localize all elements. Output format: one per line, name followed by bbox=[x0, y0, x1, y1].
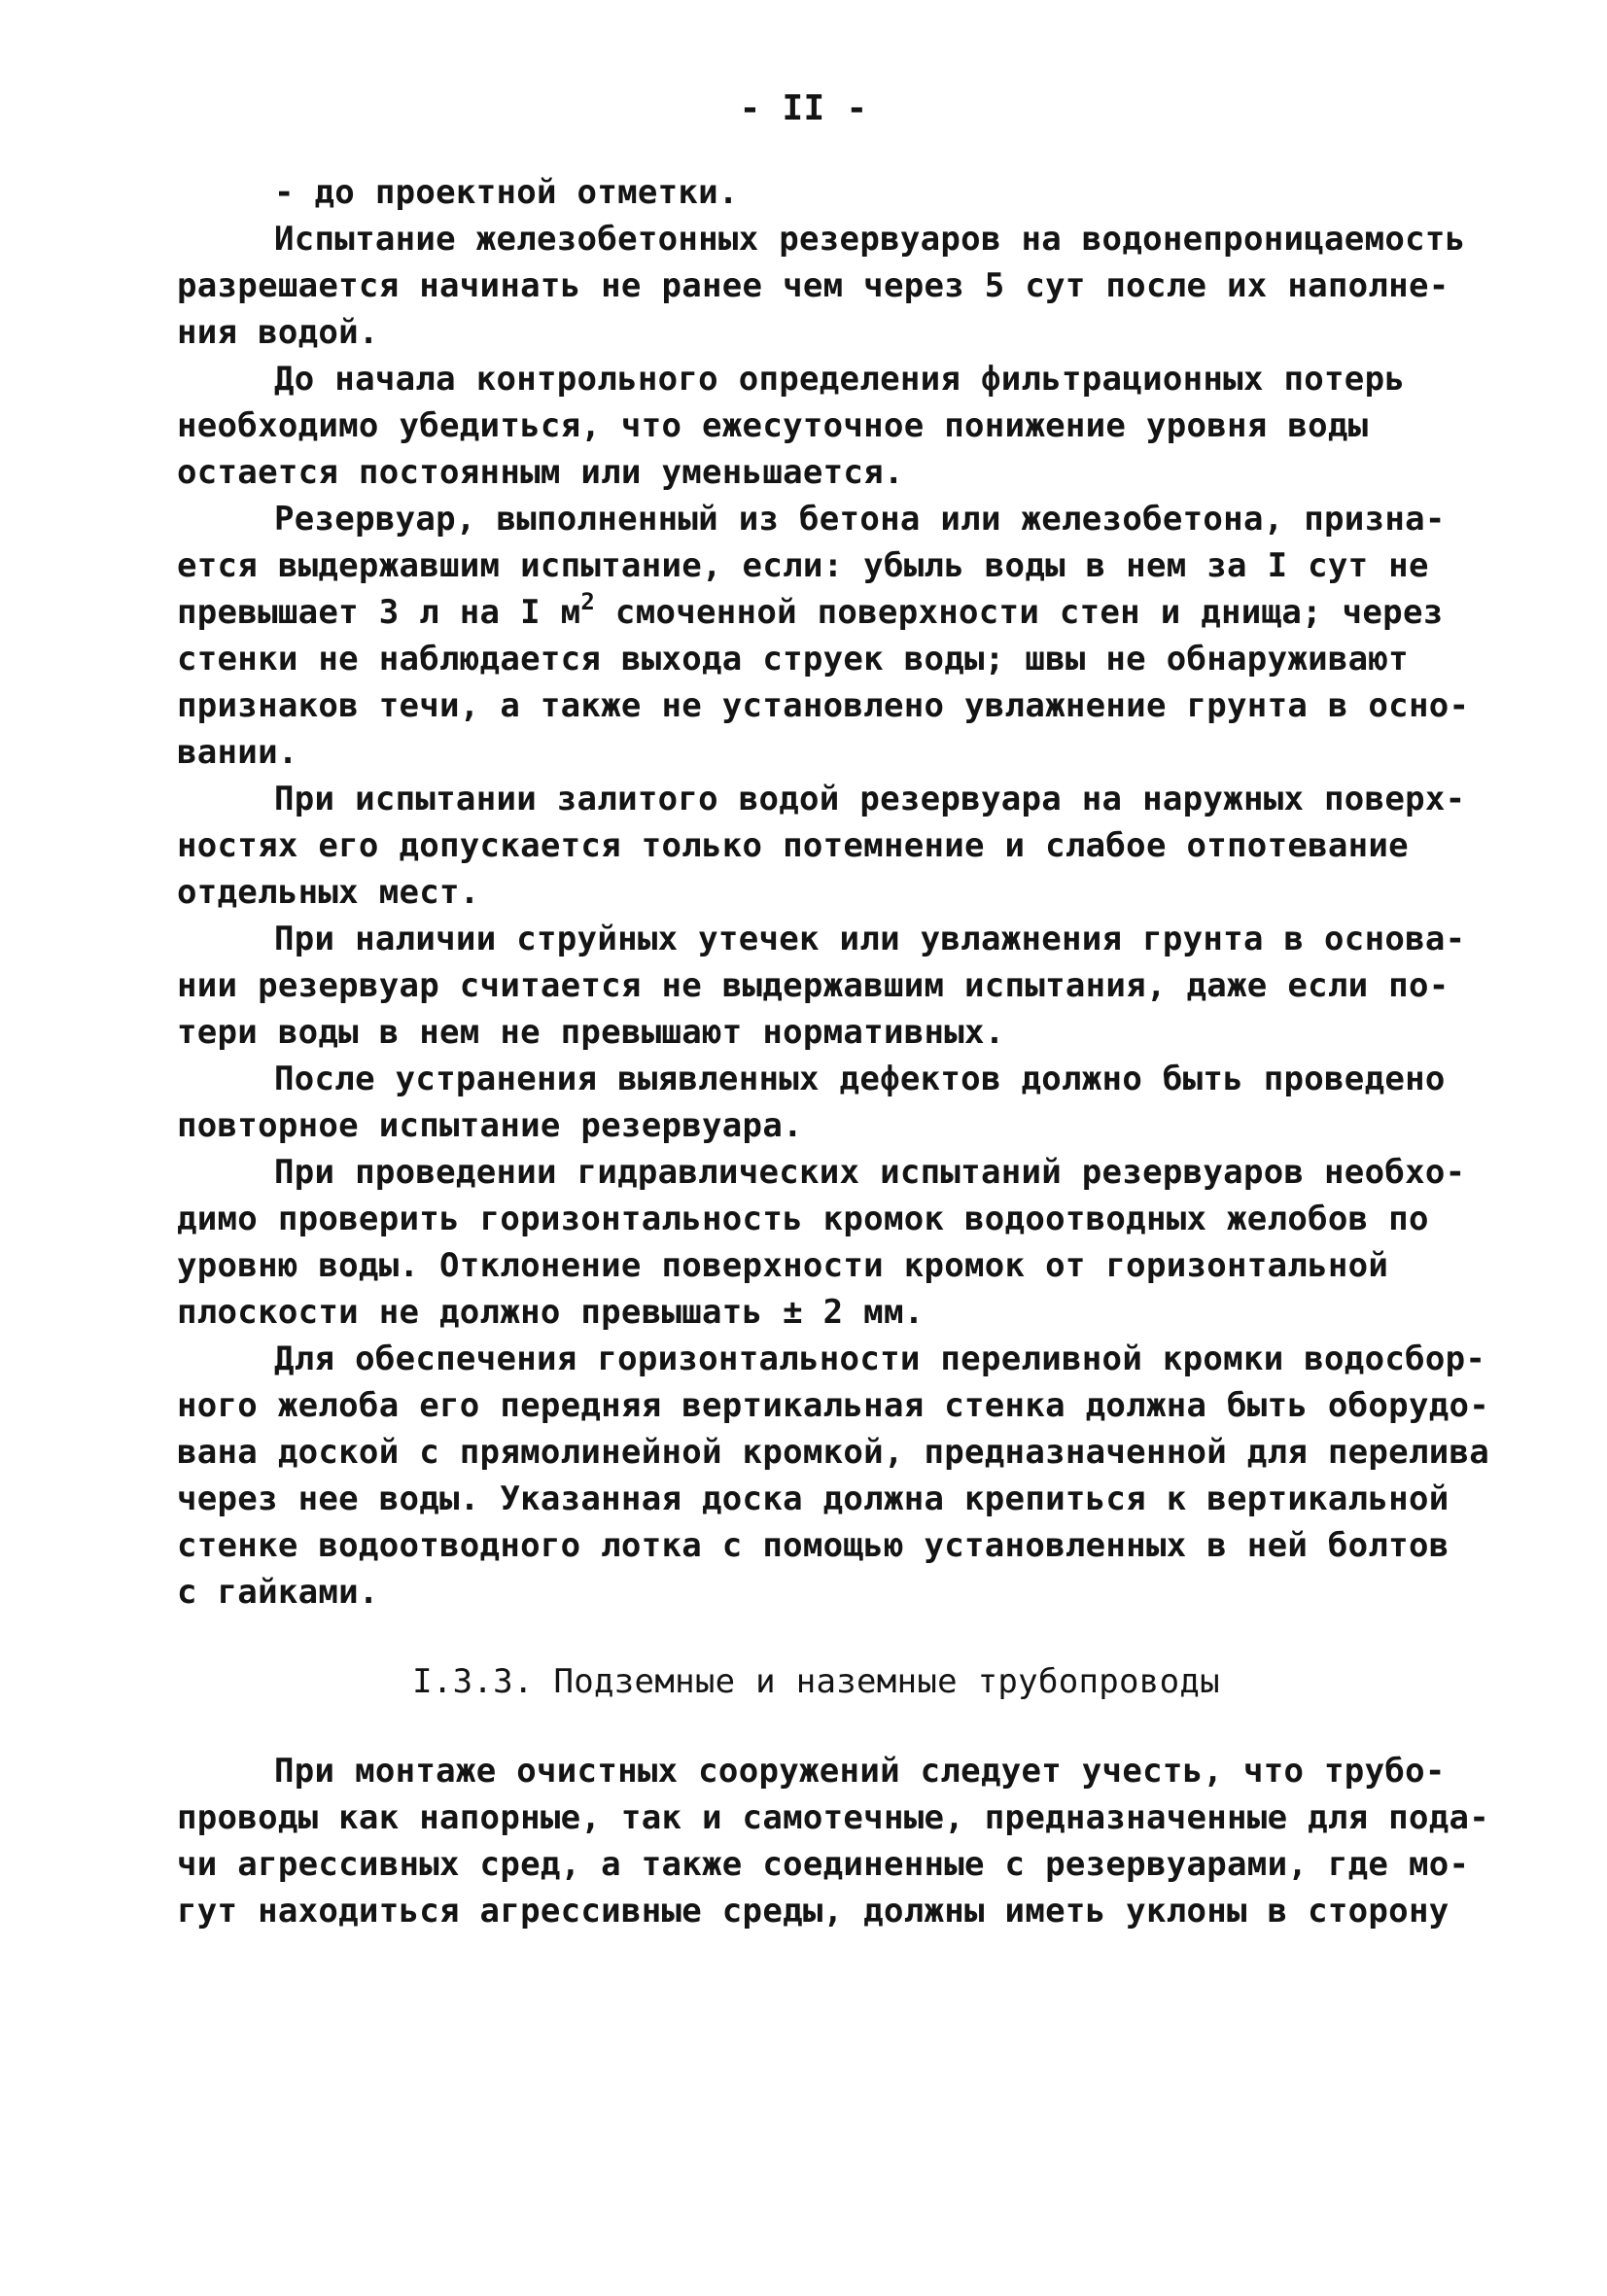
text-line: плоскости не должно превышать ± 2 мм. bbox=[177, 1293, 925, 1332]
text-line: уровню воды. Отклонение поверхности кромок от горизонтальной bbox=[177, 1246, 1389, 1285]
text-line: вана доской с прямолинейной кромкой, предназначенной для перелива bbox=[177, 1433, 1490, 1472]
text-line: ния водой. bbox=[177, 313, 379, 352]
text-line: До начала контрольного определения фильтрационных потерь bbox=[274, 360, 1406, 399]
text-line: стенке водоотводного лотка с помощью установленных в ней болтов bbox=[177, 1526, 1450, 1565]
text-block-main bbox=[177, 169, 1490, 1616]
text-line: При наличии струйных утечек или увлажнения грунта в основа- bbox=[274, 920, 1466, 958]
text-line: При монтаже очистных сооружений следует учесть, что трубо- bbox=[274, 1752, 1446, 1791]
text-line: проводы как напорные, так и самотечные, предназначенные для пода- bbox=[177, 1798, 1490, 1837]
text-block-after-heading bbox=[177, 1748, 1490, 1934]
text-line: ного желоба его передняя вертикальная стенка должна быть оборудо- bbox=[177, 1386, 1490, 1425]
text-line: отдельных мест. bbox=[177, 873, 480, 912]
text-line: При проведении гидравлических испытаний резервуаров необхо- bbox=[274, 1153, 1466, 1192]
text-line: Резервуар, выполненный из бетона или железобетона, призна- bbox=[274, 500, 1446, 539]
text-line: тери воды в нем не превышают нормативных. bbox=[177, 1013, 1005, 1052]
page-number: - II - bbox=[739, 88, 868, 128]
text-line: разрешается начинать не ранее чем через 5 сут после их наполне- bbox=[177, 266, 1450, 305]
text-line: вании. bbox=[177, 733, 298, 772]
text-line bbox=[177, 588, 1444, 636]
text-line-part: смоченной поверхности стен и днища; через bbox=[595, 593, 1444, 632]
text-line: стенки не наблюдается выхода струек воды; швы не обнаруживают bbox=[177, 640, 1409, 678]
text-line-part: превышает 3 л на I м bbox=[177, 593, 581, 632]
text-line: ется выдержавшим испытание, если: убыль воды в нем за I сут не bbox=[177, 546, 1429, 585]
text-line: нии резервуар считается не выдержавшим испытания, даже если по- bbox=[177, 966, 1450, 1005]
text-line: с гайками. bbox=[177, 1573, 379, 1612]
body-text bbox=[177, 169, 1490, 1934]
text-line: Испытание железобетонных резервуаров на водонепроницаемость bbox=[274, 220, 1466, 259]
text-line: При испытании залитого водой резервуара на наружных поверх- bbox=[274, 780, 1466, 818]
superscript: 2 bbox=[580, 588, 596, 615]
text-line: Для обеспечения горизонтальности переливной кромки водосбор- bbox=[274, 1339, 1486, 1378]
text-line: ностях его допускается только потемнение и слабое отпотевание bbox=[177, 826, 1409, 865]
text-line: через нее воды. Указанная доска должна крепиться к вертикальной bbox=[177, 1479, 1450, 1518]
text-line: чи агрессивных сред, а также соединенные с резервуарами, где мо- bbox=[177, 1845, 1470, 1884]
text-line: повторное испытание резервуара. bbox=[177, 1106, 803, 1145]
text-line: необходимо убедиться, что ежесуточное понижение уровня воды bbox=[177, 406, 1369, 445]
text-line: димо проверить горизонтальность кромок водоотводных желобов по bbox=[177, 1200, 1429, 1238]
text-line: гут находиться агрессивные среды, должны иметь уклоны в сторону bbox=[177, 1892, 1450, 1931]
text-line: - до проектной отметки. bbox=[274, 173, 739, 212]
text-line: остается постоянным или уменьшается. bbox=[177, 453, 904, 492]
text-line: После устранения выявленных дефектов должно быть проведено bbox=[274, 1060, 1446, 1098]
section-heading: I.3.3. Подземные и наземные трубопроводы bbox=[412, 1662, 1220, 1701]
text-line: признаков течи, а также не установлено увлажнение грунта в осно- bbox=[177, 686, 1470, 725]
